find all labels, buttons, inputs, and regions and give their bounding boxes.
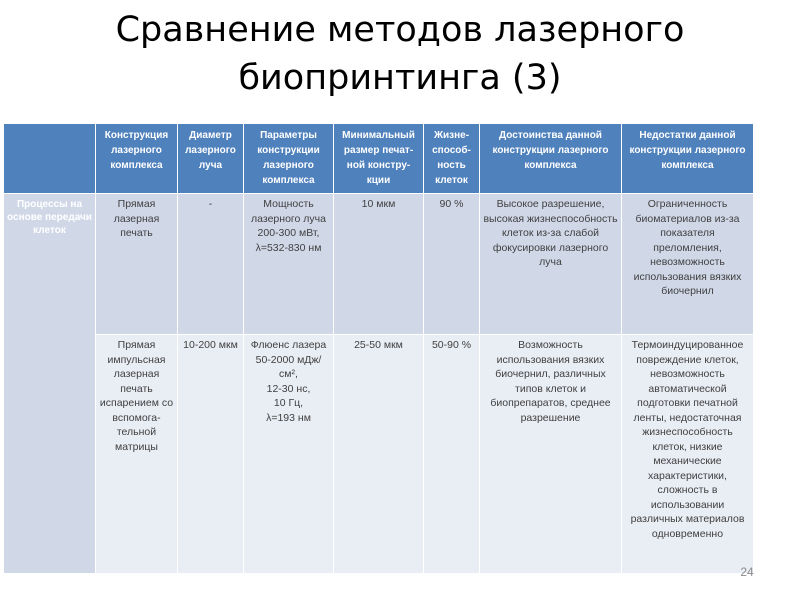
slide-title-line-1: Сравнение методов лазерного (115, 10, 685, 50)
cell-disadvantages: Ограниченность биоматериалов из-за показателя преломления, невозможность использования вязких биочернил (622, 194, 754, 335)
cell-advantages: Высокое разрешение, высокая жизнеспособность клеток из-за слабой фокусировки лазерного луча (480, 194, 622, 335)
header-advantages: Достоинства данной конструкции лазерного комплекса (480, 124, 622, 194)
param-line: 200-300 мВт, (257, 227, 320, 239)
table-row (4, 194, 754, 335)
cell-construction: Прямая импульсная лазерная печать испарением со вспомога-тельной матрицы (96, 335, 178, 574)
cell-disadvantages: Термоиндуцированное повреждение клеток, невозможность автоматической подготовки печатной ленты, недостаточная жизнеспособность клеток, низкие механические характеристики, сложность в использовании различных материалов одновременно (622, 335, 754, 574)
header-parameters: Параметры конструкции лазерного комплекса (244, 124, 334, 194)
param-line: Мощность лазерного луча (251, 198, 326, 225)
cell-viability: 90 % (424, 194, 480, 335)
param-line: λ=193 нм (266, 411, 311, 424)
cell-diameter: - (178, 194, 244, 335)
param-line: λ=532-830 нм (255, 241, 322, 254)
cell-viability: 50-90 % (424, 335, 480, 574)
param-line: 50-2000 мДж/см², (255, 353, 322, 380)
param-line: Флюенс лазера (250, 339, 327, 351)
header-min-size: Минимальный размер печат-ной констру-кции (334, 124, 424, 194)
header-corner-cell (4, 124, 96, 194)
row-group-header: Процессы на основе передачи клеток (4, 194, 96, 574)
page-number: 24 (740, 565, 754, 579)
slide-title (0, 6, 800, 102)
table-header-row (4, 124, 754, 194)
cell-diameter: 10-200 мкм (178, 335, 244, 574)
cell-min-size: 25-50 мкм (334, 335, 424, 574)
cell-min-size: 10 мкм (334, 194, 424, 335)
header-viability: Жизне-способ-ность клеток (424, 124, 480, 194)
param-line: 10 Гц, (273, 397, 304, 409)
header-construction: Конструкция лазерного комплекса (96, 124, 178, 194)
comparison-table (3, 123, 754, 574)
header-beam-diameter: Диаметр лазерного луча (178, 124, 244, 194)
header-disadvantages: Недостатки данной конструкции лазерного комплекса (622, 124, 754, 194)
param-line: 12-30 нс, (266, 382, 311, 395)
cell-parameters (244, 335, 334, 574)
cell-parameters (244, 194, 334, 335)
table-row (4, 335, 754, 574)
cell-construction: Прямая лазерная печать (96, 194, 178, 335)
cell-advantages: Возможность использования вязких биочернил, различных типов клеток и биопрепаратов, среднее разрешение (480, 335, 622, 574)
slide-title-line-2: биопринтинга (3) (238, 58, 562, 98)
